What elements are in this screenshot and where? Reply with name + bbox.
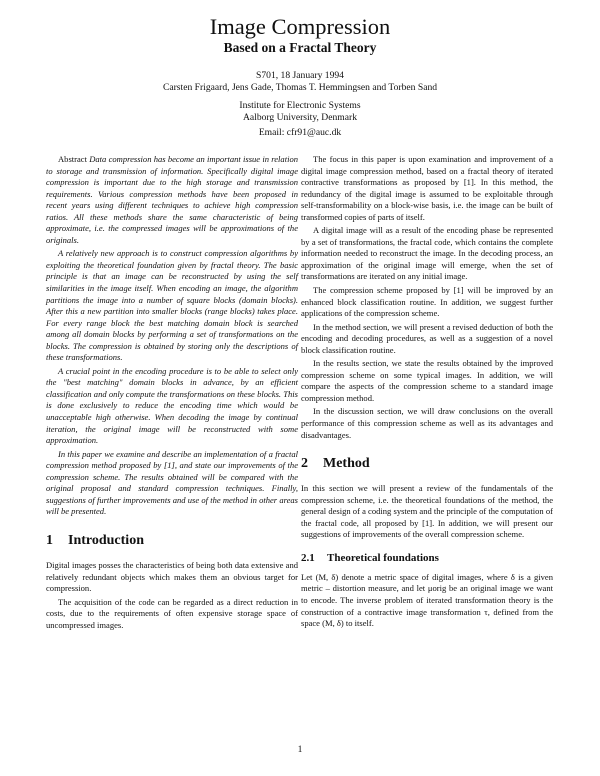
right-paragraph-6: In the discussion section, we will draw conclusions on the overall performance of this compression scheme as well as its advantages and disadvantages.: [301, 406, 553, 440]
section-introduction-heading: [46, 532, 298, 550]
abstract-label: Abstract: [58, 154, 87, 164]
section-number: 2: [301, 456, 308, 472]
intro-paragraph-1: Digital images posses the characteristics of being both data extensive and relatively redundant objects which makes them an obvious target for compression.: [46, 559, 298, 594]
abstract-paragraph-2: A relatively new approach is to construct compression algorithms by exploiting the theoretical foundation given by fractal theory. The basic principle is that an image can be reconstructed by using the self similarities in the image itself. When encoding an image, the algorithm partitions the image into a number of square blocks (domain blocks). After this a new partition into smaller blocks (range blocks) takes place. For every range block the best matching domain block is searched among all domain blocks by performing a set of transformations on the blocks. The compression is obtained by storing only the descriptions of these transformations.: [46, 248, 298, 363]
email-line: Email: cfr91@auc.dk: [258, 127, 342, 138]
intro-paragraph-2: The acquisition of the code can be regarded as a direct reduction in costs, due to the requirements of often expensive storage space of uncompressed images.: [46, 596, 298, 630]
paper-title: Image Compression: [209, 14, 391, 39]
abstract-paragraph-4: In this paper we examine and describe an implementation of a fractal compression method proposed by [1], and state our improvements of the compression scheme. The results obtained will be compared with the original proposal and standard compression techniques. Finally, suggestions of further improvements and use of the method in other areas will be presented.: [46, 448, 298, 517]
abstract-paragraph-3: A crucial point in the encoding procedure is to be able to select only the "best matching" domain blocks in advance, by an efficient classification and only compute the transformations on these blocks. This is done exclusively to reduce the encoding time which would be unacceptable high otherwise. When decoding the image by continual iteration, the original image will be reconstructed with some approximation.: [46, 365, 298, 446]
section-title: Introduction: [68, 532, 144, 548]
subsection-title: Theoretical foundations: [327, 551, 439, 564]
institute-line-2: Aalborg University, Denmark: [242, 112, 358, 123]
right-paragraph-5: In the results section, we state the results obtained by the improved compression scheme on some typical images. In addition, we will compare the aspects of the compression scheme to a standard image compression method.: [301, 358, 553, 403]
right-paragraph-3: The compression scheme proposed by [1] will be improved by an enhanced block classification routine. In addition, we suggest further applications of the compression scheme.: [301, 285, 553, 319]
section-title: Method: [323, 456, 370, 472]
right-paragraph-4: In the method section, we will present a revised deduction of both the encoding and decoding procedures, as well as a suggestion of a novel block classification routine.: [301, 321, 553, 355]
theory-paragraph-1: Let (M, δ) denote a metric space of digital images, where δ is a given metric – distortion measure, and let μorig be an original image we want to encode. The inverse problem of iterated transformation theory is the construction of a contractive image transformation τ, defined from the space (M, δ) to itself.: [301, 571, 553, 629]
right-paragraph-1: The focus in this paper is upon examination and improvement of a digital image compression method, based on a fractal theory of iterated contractive transformations as proposed by [1]. In this method, the redundancy of the digital image is assumed to be exploitable through self-transformability on a block-wise basis, i.e. the image can be built of transformed copies of parts of itself.: [301, 154, 553, 222]
right-paragraph-2: A digital image will as a result of the encoding phase be represented by a set of transformations, the fractal code, which contains the complete information needed to reconstruct the image. In the decoding process, an approximation of the original image will emerge, when the set of transformations are iterated on any initial image.: [301, 225, 553, 282]
paper-subtitle: Based on a Fractal Theory: [223, 40, 377, 55]
section-number: 1: [46, 532, 53, 548]
left-column: [46, 154, 298, 633]
page-number: 1: [297, 744, 303, 755]
institute-line-1: Institute for Electronic Systems: [239, 100, 361, 111]
section-method-heading: [301, 455, 553, 473]
right-column: [301, 154, 553, 632]
method-paragraph-1: In this section we will present a review of the fundamentals of the compression scheme, i.e. the theoretical foundations of the method, the general design of a coding system and the principle of the computation of the fractal code, all proposed by [1]. In addition, we will present our suggestions of improvements of the overall compression scheme.: [301, 483, 553, 540]
subsection-number: 2.1: [301, 551, 315, 564]
subsection-theoretical-foundations-heading: [301, 551, 553, 565]
abstract: [46, 154, 298, 518]
author-list: Carsten Frigaard, Jens Gade, Thomas T. Hemmingsen and Torben Sand: [162, 82, 438, 93]
abstract-paragraph-1: Data compression has become an important issue in relation to storage and transmission of information. Specifically digital image compression is important due to the high storage and transmission requirements. Various compression methods have been proposed in recent years using different techniques to achieve high compression ratios. All these methods share the same characteristic of being approximate, i.e. the compressed images will be approximations of the originals.: [46, 154, 298, 245]
report-line: S701, 18 January 1994: [256, 70, 344, 81]
